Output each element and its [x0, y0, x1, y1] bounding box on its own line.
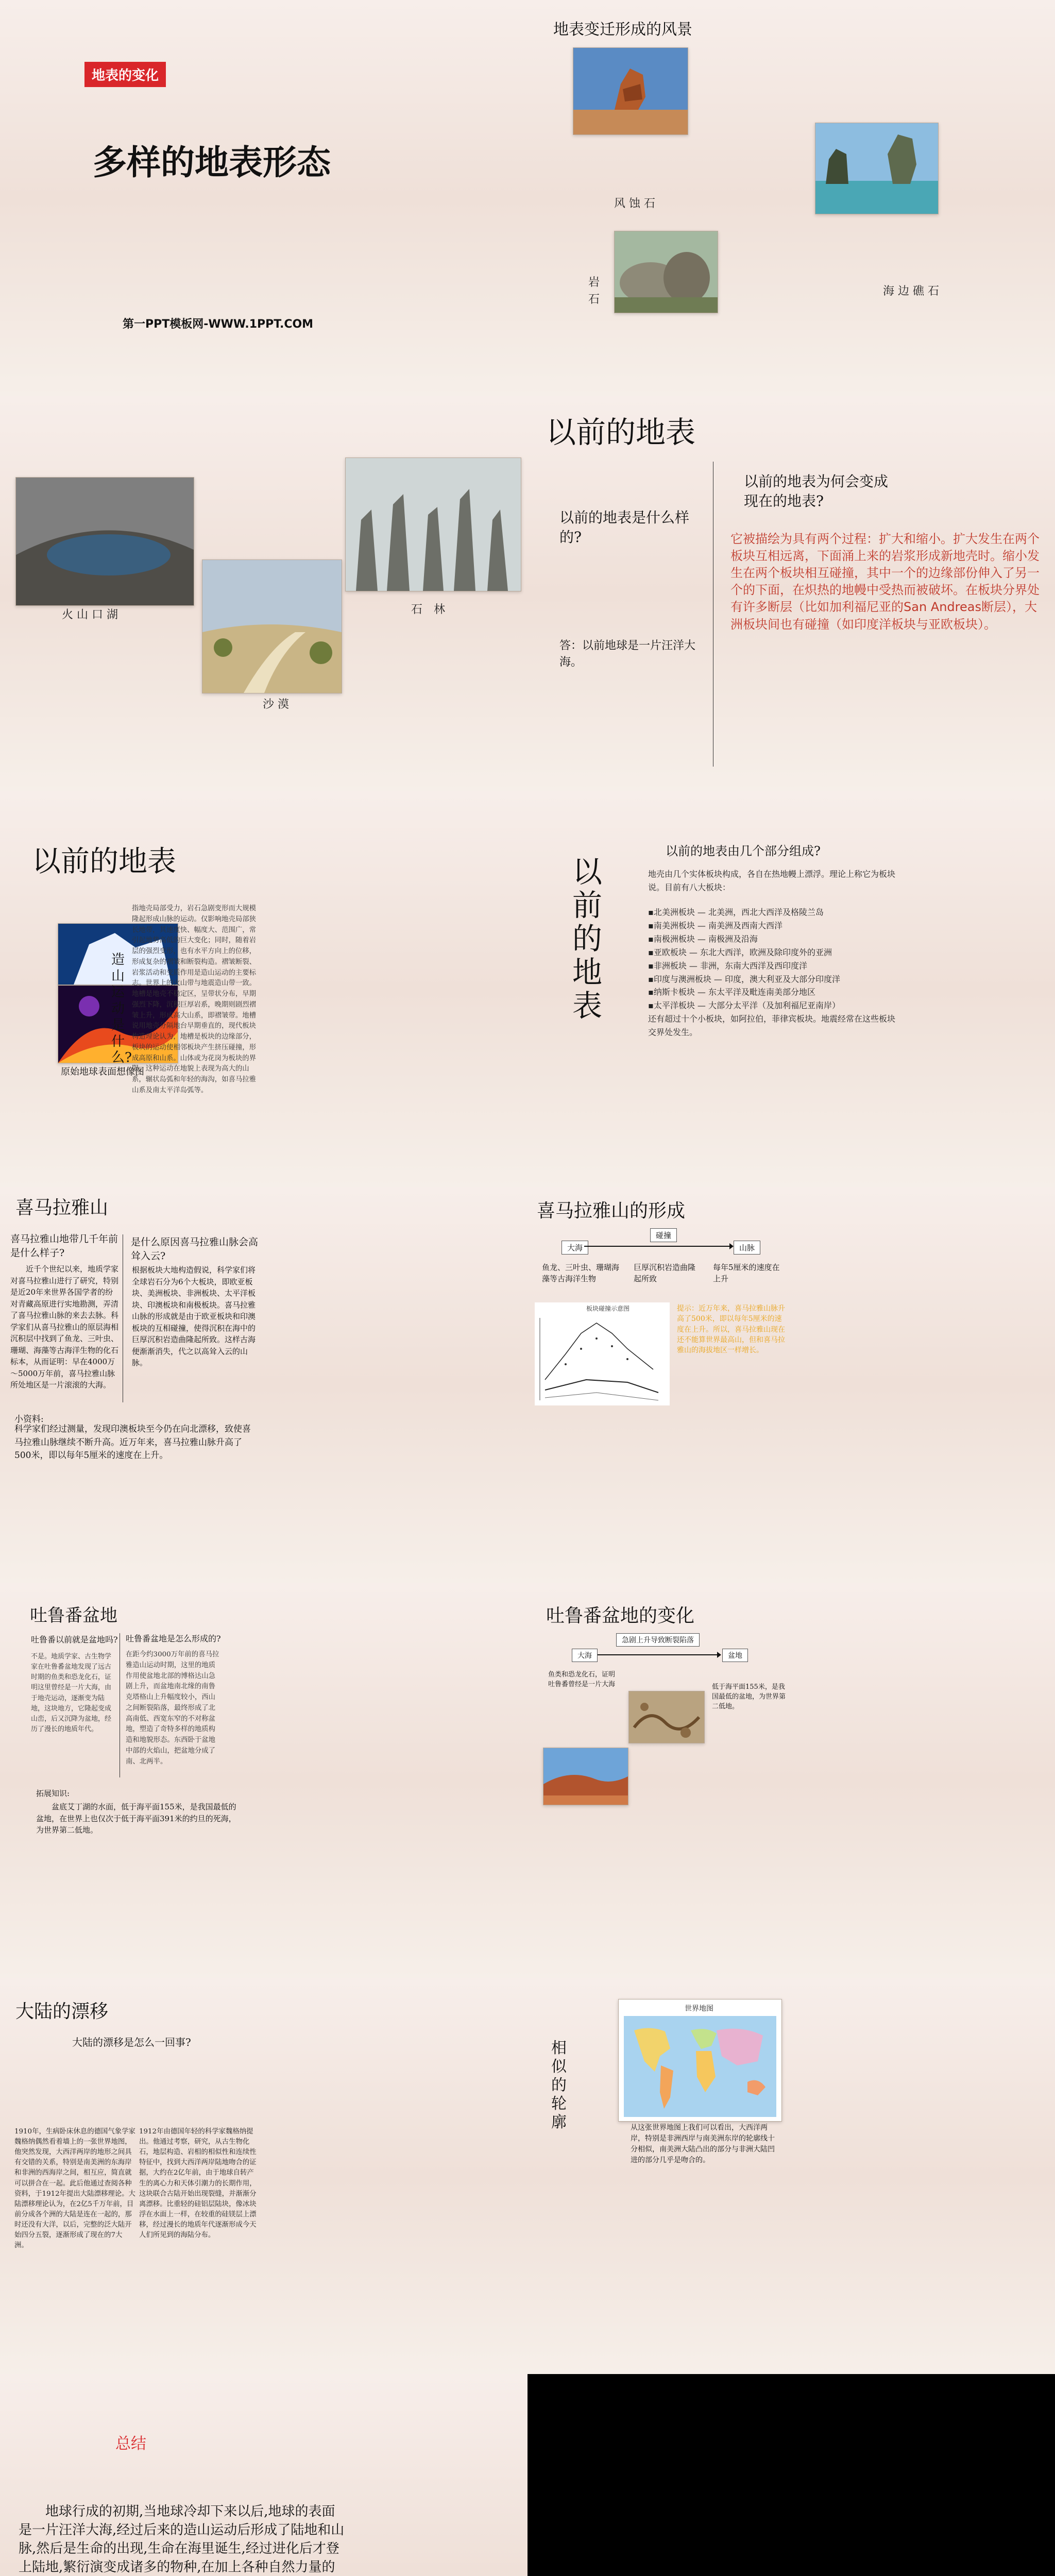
question: 以前的地表由几个部分组成? — [666, 844, 821, 858]
rock-photo — [614, 231, 718, 313]
slide-title: 总结 — [115, 2435, 146, 2453]
slide-title: 以前的地表 — [32, 845, 176, 878]
slide-13-summary — [0, 2374, 528, 2576]
list-item: ▪南美洲板块 — 南美洲及西南大西洋 — [648, 920, 783, 930]
crater-lake-photo — [15, 477, 194, 606]
desert-photo — [202, 560, 342, 693]
slide-title: 吐鲁番盆地 — [30, 1605, 117, 1626]
slide-6-plates — [528, 791, 1055, 1187]
basin-photo — [543, 1748, 628, 1805]
list-item: ▪北美洲板块 — 北美洲，西北大西洋及格陵兰岛 — [648, 907, 824, 917]
plate-collision-diagram — [535, 1302, 670, 1405]
question-2: 是什么原因喜马拉雅山脉会高耸入云? — [131, 1236, 259, 1262]
answer-1: 答：以前地球是一片汪洋大海。 — [559, 639, 696, 669]
col-sea: 鱼龙、三叶虫、珊瑚海藻等古海洋生物 — [542, 1263, 620, 1283]
box-top: 急剧上升导致断裂陷落 — [616, 1633, 700, 1647]
right-text: 1912年由德国年轻的科学家魏格纳提出。他通过考察，研究，从古生物化石，地层构造、岩相的相似性和连续性特征中，找到大西洋两岸陆地吻合的证据，大约在2亿年前，由于地球自转产生的离心力和天体引潮力的长期作用，这块联合古陆开始出现裂缝，并渐渐分离漂移。比重轻的硅铝层陆块，像冰块浮在水面上一样，在较重的硅镁层上漂移，经过漫长的地质年代逐渐形成今天人们所见到的海陆分布。 — [139, 2128, 257, 2240]
stone-forest-photo — [345, 457, 521, 591]
list-item: ▪非洲板块 — 非洲，东南大西洋及西印度洋 — [648, 960, 808, 971]
left-text: 1910年，生病卧床休息的德国气象学家魏格纳偶然看着墙上的一张世界地图，他突然发现，大西洋两岸的地形之间具有交错的关系，特别是南美洲的东海岸和非洲的西海岸之间，相互应，简直就可以拼合在一起。此后他通过查阅各种资料，于1912年提出大陆漂移理论。大陆漂移理论认为，在2亿5千万年前，目前分成各个洲的大陆是连在一起的，那时还没有大洋，以后，完整的泛大陆开始四分五裂，逐渐形成了现在的7大洲。 — [14, 2128, 135, 2250]
slide-title: 吐鲁番盆地的变化 — [546, 1605, 695, 1626]
right-text: 低于海平面155米，是我国最低的盆地，为世界第二低地。 — [712, 1683, 786, 1710]
outro: 还有超过十个小板块，如阿拉伯，菲律宾板块。地震经常在这些板块交界处发生。 — [648, 1014, 896, 1038]
cap-desert: 沙 漠 — [263, 698, 289, 711]
cap-rock: 岩 石 — [588, 276, 600, 306]
list-item: ▪亚欧板块 — 东北大西洋，欧洲及除印度外的亚洲 — [648, 947, 832, 957]
answer-2-en: San Andreas — [904, 600, 981, 615]
ext: 盆底艾丁湖的水面，低于海平面155米，是我国最低的盆地，在世界上也仅次于低于海平面391米的约旦的死海，为世界第二低地。 — [36, 1802, 236, 1835]
slide-10-turpan-change — [528, 1583, 1055, 1978]
weathered-rock-photo — [573, 47, 688, 135]
question-1: 以前的地表是什么样的? — [559, 509, 690, 546]
box-collide: 碰撞 — [650, 1228, 677, 1242]
box-mountain: 山脉 — [734, 1241, 760, 1255]
hint — [677, 1303, 787, 1355]
hint-text: 近万年来，喜马拉雅山脉升高了500米，即以每年5厘米的速度在上升。所以，喜马拉雅山现在还不能算世界最高山，但和喜马拉雅山的海拔地区一样增长。 — [677, 1304, 785, 1355]
cap-sea-rock: 海 边 礁 石 — [883, 285, 939, 298]
answer-2-pre: 它被描绘为具有两个过程：扩大和缩小。扩大发生在两个板块互相远离，下面涌上来的岩浆形成新地壳时。缩小发生在两个板块相互碰撞，其中一个的边缘部份伸入了另一个的下面，在炽热的地幔中受热而被破坏。在板块分界处有许多断层（比如加利福尼亚的 — [730, 532, 1040, 615]
answer-2: 根据板块大地构造假说，科学家们将全球岩石分为6个大板块，即欧亚板块、美洲板块、非洲板块、太平洋板块、印澳板块和南极板块。喜马拉雅山脉的形成就是由于欧亚板块和印澳板块的互相碰撞，使得沉积在海中的巨厚沉积岩造曲隆起所致。这样古海便渐渐消失，代之以高耸入云的山脉。 — [132, 1265, 256, 1367]
list-item: ▪印度与澳洲板块 — 印度，澳大利亚及大部分印度洋 — [648, 974, 841, 984]
slide-2-landscapes — [528, 0, 1055, 396]
slide-1-cover — [0, 0, 528, 396]
cover-footer: 第一PPT模板网-WWW.1PPT.COM — [123, 318, 314, 331]
image-caption: 原始地球表面想像图 — [61, 1066, 144, 1077]
box-sea: 大海 — [561, 1241, 588, 1255]
world-map — [618, 1999, 782, 2122]
slide-8-himalaya-formation — [528, 1187, 1055, 1583]
slide-title: 以前的地表 — [546, 415, 696, 450]
slide-4-former-surface — [528, 396, 1055, 791]
slide-11-drift — [0, 1978, 528, 2374]
box-sea: 大海 — [572, 1649, 598, 1662]
question-2: 以前的地表为何会变成现在的地表? — [744, 473, 889, 510]
slide-title: 喜马拉雅山 — [15, 1197, 109, 1218]
question-2: 吐鲁番盆地是怎么形成的? — [126, 1634, 221, 1643]
col-collide: 巨厚沉积岩造曲隆起所致 — [634, 1263, 696, 1283]
cover-title: 多样的地表形态 — [93, 143, 331, 182]
side-question-vertical — [111, 952, 132, 1066]
map-title: 世界地图 — [685, 2005, 713, 2013]
answer-2: 在距今约3000万年前的喜马拉雅造山运动时期，这里的地质作用使盆地北部的博格达山急剧上升，而盆地南北缘的南鲁克塔格山上升幅度较小，西山之间断裂陷落，最终形成了北高南低、西宽东窄的不对称盆地，塑造了奇特多样的地质构造和地貌形态。东西卧于盆地中部的火焰山，把盆地分成了南、北两半。 — [126, 1651, 219, 1766]
side-question-text: 造山运动是什么? — [111, 952, 132, 1066]
slide-7-himalaya — [0, 1187, 528, 1583]
left-text: 鱼类和恐龙化石，证明吐鲁番曾经是一片大海 — [548, 1671, 616, 1688]
slide-5-orogeny — [0, 791, 528, 1187]
slide-3-landforms — [0, 396, 528, 791]
ext-label: 拓展知识: — [36, 1789, 70, 1798]
fossil-photo — [628, 1691, 705, 1743]
hint-label: 提示： — [677, 1304, 699, 1313]
answer-1: 近千个世纪以来，地质学家对喜马拉雅山进行了研究，特别是近20年来世界各国学者的纷对青藏高原进行实地勘测，弄清了喜马拉雅山脉的来去去脉。科学家们从喜马拉雅山的原层海相沉积层中找到了鱼龙、三叶虫、珊瑚、海藻等古海洋生物的化石标本，从而证明：早在4000万～5000万年前，喜马拉雅山脉所处地区是一片滚滚的大海。 — [10, 1264, 119, 1389]
slide-title: 地表变迁形成的风景 — [553, 21, 692, 39]
summary-body: 地球行成的初期,当地球冷却下来以后,地球的表面是一片汪洋大海,经过后来的造山运动后形成了陆地和山脉,然后是生命的出现,生命在海里诞生,经过进化后才登上陆地,繁衍演变成诸多的物种,在加上各种自然力量的 — [19, 2504, 345, 2575]
list-item: ▪南极洲板块 — 南极洲及沿海 — [648, 934, 758, 944]
answer-2 — [730, 531, 1040, 633]
cap-crater-lake: 火 山 口 湖 — [62, 608, 118, 621]
answer-2-post: 断层），大洲板块间也有碰撞（如印度洋板块与亚欧板块）。 — [730, 600, 1037, 632]
question-1: 喜马拉雅山地带几千年前是什么样子? — [10, 1233, 118, 1259]
cap-stone-forest: 石 林 — [411, 603, 446, 616]
cap-weathered-rock: 风 蚀 石 — [614, 197, 655, 210]
sea-stack-photo — [815, 123, 939, 214]
slide-9-turpan — [0, 1583, 528, 1978]
box-basin: 盆地 — [722, 1649, 748, 1662]
diagram-title: 板块碰撞示意图 — [586, 1305, 630, 1312]
section-tag: 地表的变化 — [84, 62, 166, 87]
plates-list — [648, 906, 895, 1039]
list-item: ▪太平洋板块 — 大部分太平洋（及加利福尼亚南岸） — [648, 1001, 841, 1011]
slide-14-blank — [528, 2374, 1055, 2576]
side-title: 相似的轮廓 — [551, 2039, 567, 2131]
vertical-title: 以前的地表 — [572, 854, 602, 1023]
answer-1: 不是。地质学家、古生物学家在吐鲁番盆地发现了远古时期的鱼类和恐龙化石，证明这里曾经是一片大海，由于地壳运动，逐渐变为陆地，这块地方，它隆起变成山峦，后又沉降为盆地，经历了漫长的地质年代。 — [31, 1653, 112, 1733]
slide-12-similar-outline — [528, 1978, 1055, 2374]
orogeny-body: 指地壳局部受力，岩石急剧变形而大规模隆起形成山脉的运动。仅影响地壳局部狭长地带，其速度快、幅度大、范围广，常引起地势高低的巨大变化；同时，随着岩层的强烈变形，也有水平方向上的位移，形成复杂的褶皱和断裂构造。褶皱断裂、岩浆活动和变质作用是造山运动的主要标志。世界上的火山带与地震造山带一致。地槽是地壳不稳定区，呈带状分布，早期强烈下降，沉积巨厚岩系，晚期则剧烈褶皱上升，形成高大山系，即褶皱带。地槽说用地壳分隔地台早期垂直的，现代板块构造理论认为，地槽是板块的边缘部分，板块的运动使相邻板块产生挤压碰撞，形成高原和山系。山体或为花岗为板块的界限。这种运动在地貌上表现为高大的山系，辗状岛弧和年轻的海沟，如喜马拉雅山系及南太平洋岛弧等。 — [132, 905, 257, 1095]
arrow-sea-to-mountain — [584, 1243, 734, 1250]
question: 大陆的漂移是怎么一回事? — [72, 2036, 191, 2048]
slide-title: 大陆的漂移 — [15, 2001, 109, 2022]
arrow-sea-to-basin — [598, 1651, 721, 1658]
caption: 从这张世界地图上我们可以看出，大西洋两岸，特别是非洲西岸与南美洲东岸的轮廓线十分相似，南美洲大陆凸出的部分与非洲大陆凹进的部分几乎是吻合的。 — [631, 2124, 775, 2164]
col-mountain: 每年5厘米的速度在上升 — [713, 1263, 780, 1283]
slide-title: 喜马拉雅山的形成 — [537, 1200, 686, 1222]
intro: 地壳由几个实体板块构成，各自在热地幔上漂浮。理论上称它为板块说。目前有八大板块： — [648, 869, 896, 892]
note-label: 小资料: — [14, 1414, 44, 1425]
question-1: 吐鲁番以前就是盆地吗? — [31, 1635, 118, 1645]
list-item: ▪纳斯卡板块 — 东太平洋及毗连南美部分地区 — [648, 987, 816, 997]
note: 科学家们经过测量，发现印澳板块至今仍在向北漂移，致使喜马拉雅山脉继续不断升高。近万年来，喜马拉雅山脉升高了500米，即以每年5厘米的速度在上升。 — [14, 1424, 251, 1461]
